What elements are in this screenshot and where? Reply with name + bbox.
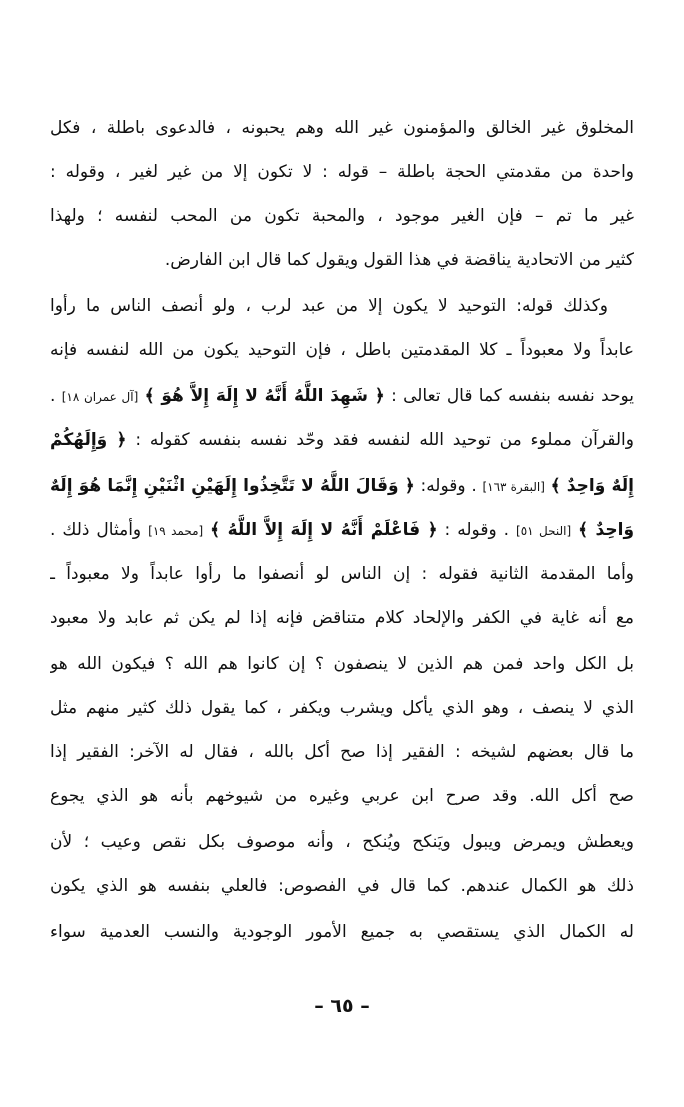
text-line-with-verse [50, 464, 634, 508]
text-line: مع أنه غاية في الكفر والإلحاد كلام متناقض فإنه إذا لم يكن ثم عابد ولا معبود [50, 608, 634, 628]
text-line: بل الكل واحد فمن هم الذين لا ينصفون ؟ إن كانوا هم الله ؟ فيكون الله هو [50, 654, 634, 674]
text-span: والقرآن مملوء من توحيد الله لنفسه فقد وحّد نفسه بنفسه كقوله : [135, 430, 634, 450]
quran-verse: ﴿ وَإِلَهُكُمْ [50, 430, 127, 450]
quran-verse: ﴿ وَقَالَ اللَّهُ لا تَتَّخِذُوا إِلَهَيْنِ اثْنَيْنِ إِنَّمَا هُوَ إِلَهٌ [50, 476, 415, 496]
verse-reference: [محمد ١٩] [148, 524, 204, 538]
quran-verse: إِلَهٌ وَاحِدٌ ﴾ [550, 476, 634, 496]
text-line: واحدة من مقدمتي الحجة باطلة – قوله : لا تكون إلا من غير لغير ، وقوله : [50, 162, 634, 182]
text-span: يوحد نفسه بنفسه كما قال تعالى : [391, 386, 634, 406]
text-line: صح أكل الله. وقد صرح ابن عربي وغيره من شيوخهم بأنه هو الذي يجوع [50, 786, 634, 806]
text-line: غير ما تم – فإن الغير موجود ، والمحبة تكون من المحب لنفسه ؛ ولهذا [50, 206, 634, 226]
quran-verse: ﴿ شَهِدَ اللَّهُ أَنَّهُ لا إِلَهَ إِلاَّ هُوَ ﴾ [144, 386, 385, 406]
text-line: ويعطش ويمرض ويبول ويَنكح ويُنكح ، وأنه موصوف بكل نقص وعيب ؛ لأن [50, 832, 634, 852]
paragraph-first-line: وكذلك قوله: التوحيد لا يكون إلا من عبد لرب ، ولو أنصف الناس ما رأوا [50, 296, 608, 316]
text-line: له الكمال الذي يستقصي به جميع الأمور الوجودية والنسب العدمية سواء [50, 922, 634, 942]
verse-reference: [النحل ٥١] [516, 524, 572, 538]
text-line: ما قال بعضهم لشيخه : الفقير إذا صح أكل بالله ، فقال له الآخر: الفقير إذا [50, 742, 634, 762]
text-line: وأما المقدمة الثانية فقوله : إن الناس لو أنصفوا ما رأوا عابداً ولا معبوداً ـ [50, 564, 634, 584]
text-span: . وقوله : [444, 520, 510, 540]
quran-verse: ﴿ فَاعْلَمْ أَنَّهُ لا إِلَهَ إِلاَّ اللَّهُ ﴾ [210, 520, 438, 540]
text-line-with-verse [50, 418, 634, 462]
quran-verse: وَاحِدٌ ﴾ [578, 520, 634, 540]
text-line-with-verse [50, 374, 634, 418]
text-line: عابداً ولا معبوداً ـ كلا المقدمتين باطل ، فإن التوحيد يكون من الله لنفسه فإنه [50, 340, 634, 360]
text-line: ذلك هو الكمال عندهم. كما قال في الفصوص: فالعلي بنفسه هو الذي يكون [50, 876, 634, 896]
verse-reference: [البقرة ١٦٣] [482, 480, 545, 494]
text-line: كثير من الاتحادية يناقضة في هذا القول ويقول كما قال ابن الفارض. [164, 250, 634, 270]
text-line: الذي لا ينصف ، وهو الذي يأكل ويشرب ويكفر ، كما يقول ذلك كثير منهم مثل [50, 698, 634, 718]
text-span: وأمثال ذلك . [50, 520, 142, 540]
text-line: المخلوق غير الخالق والمؤمنون غير الله وهم يحبونه ، فالدعوى باطلة ، فكل [50, 118, 634, 138]
verse-reference: [آل عمران ١٨] [61, 390, 139, 404]
text-span: . [50, 386, 56, 406]
text-span: . وقوله: [420, 476, 477, 496]
text-line-with-verse [50, 508, 634, 552]
page-number: – ٦٥ – [314, 995, 370, 1017]
